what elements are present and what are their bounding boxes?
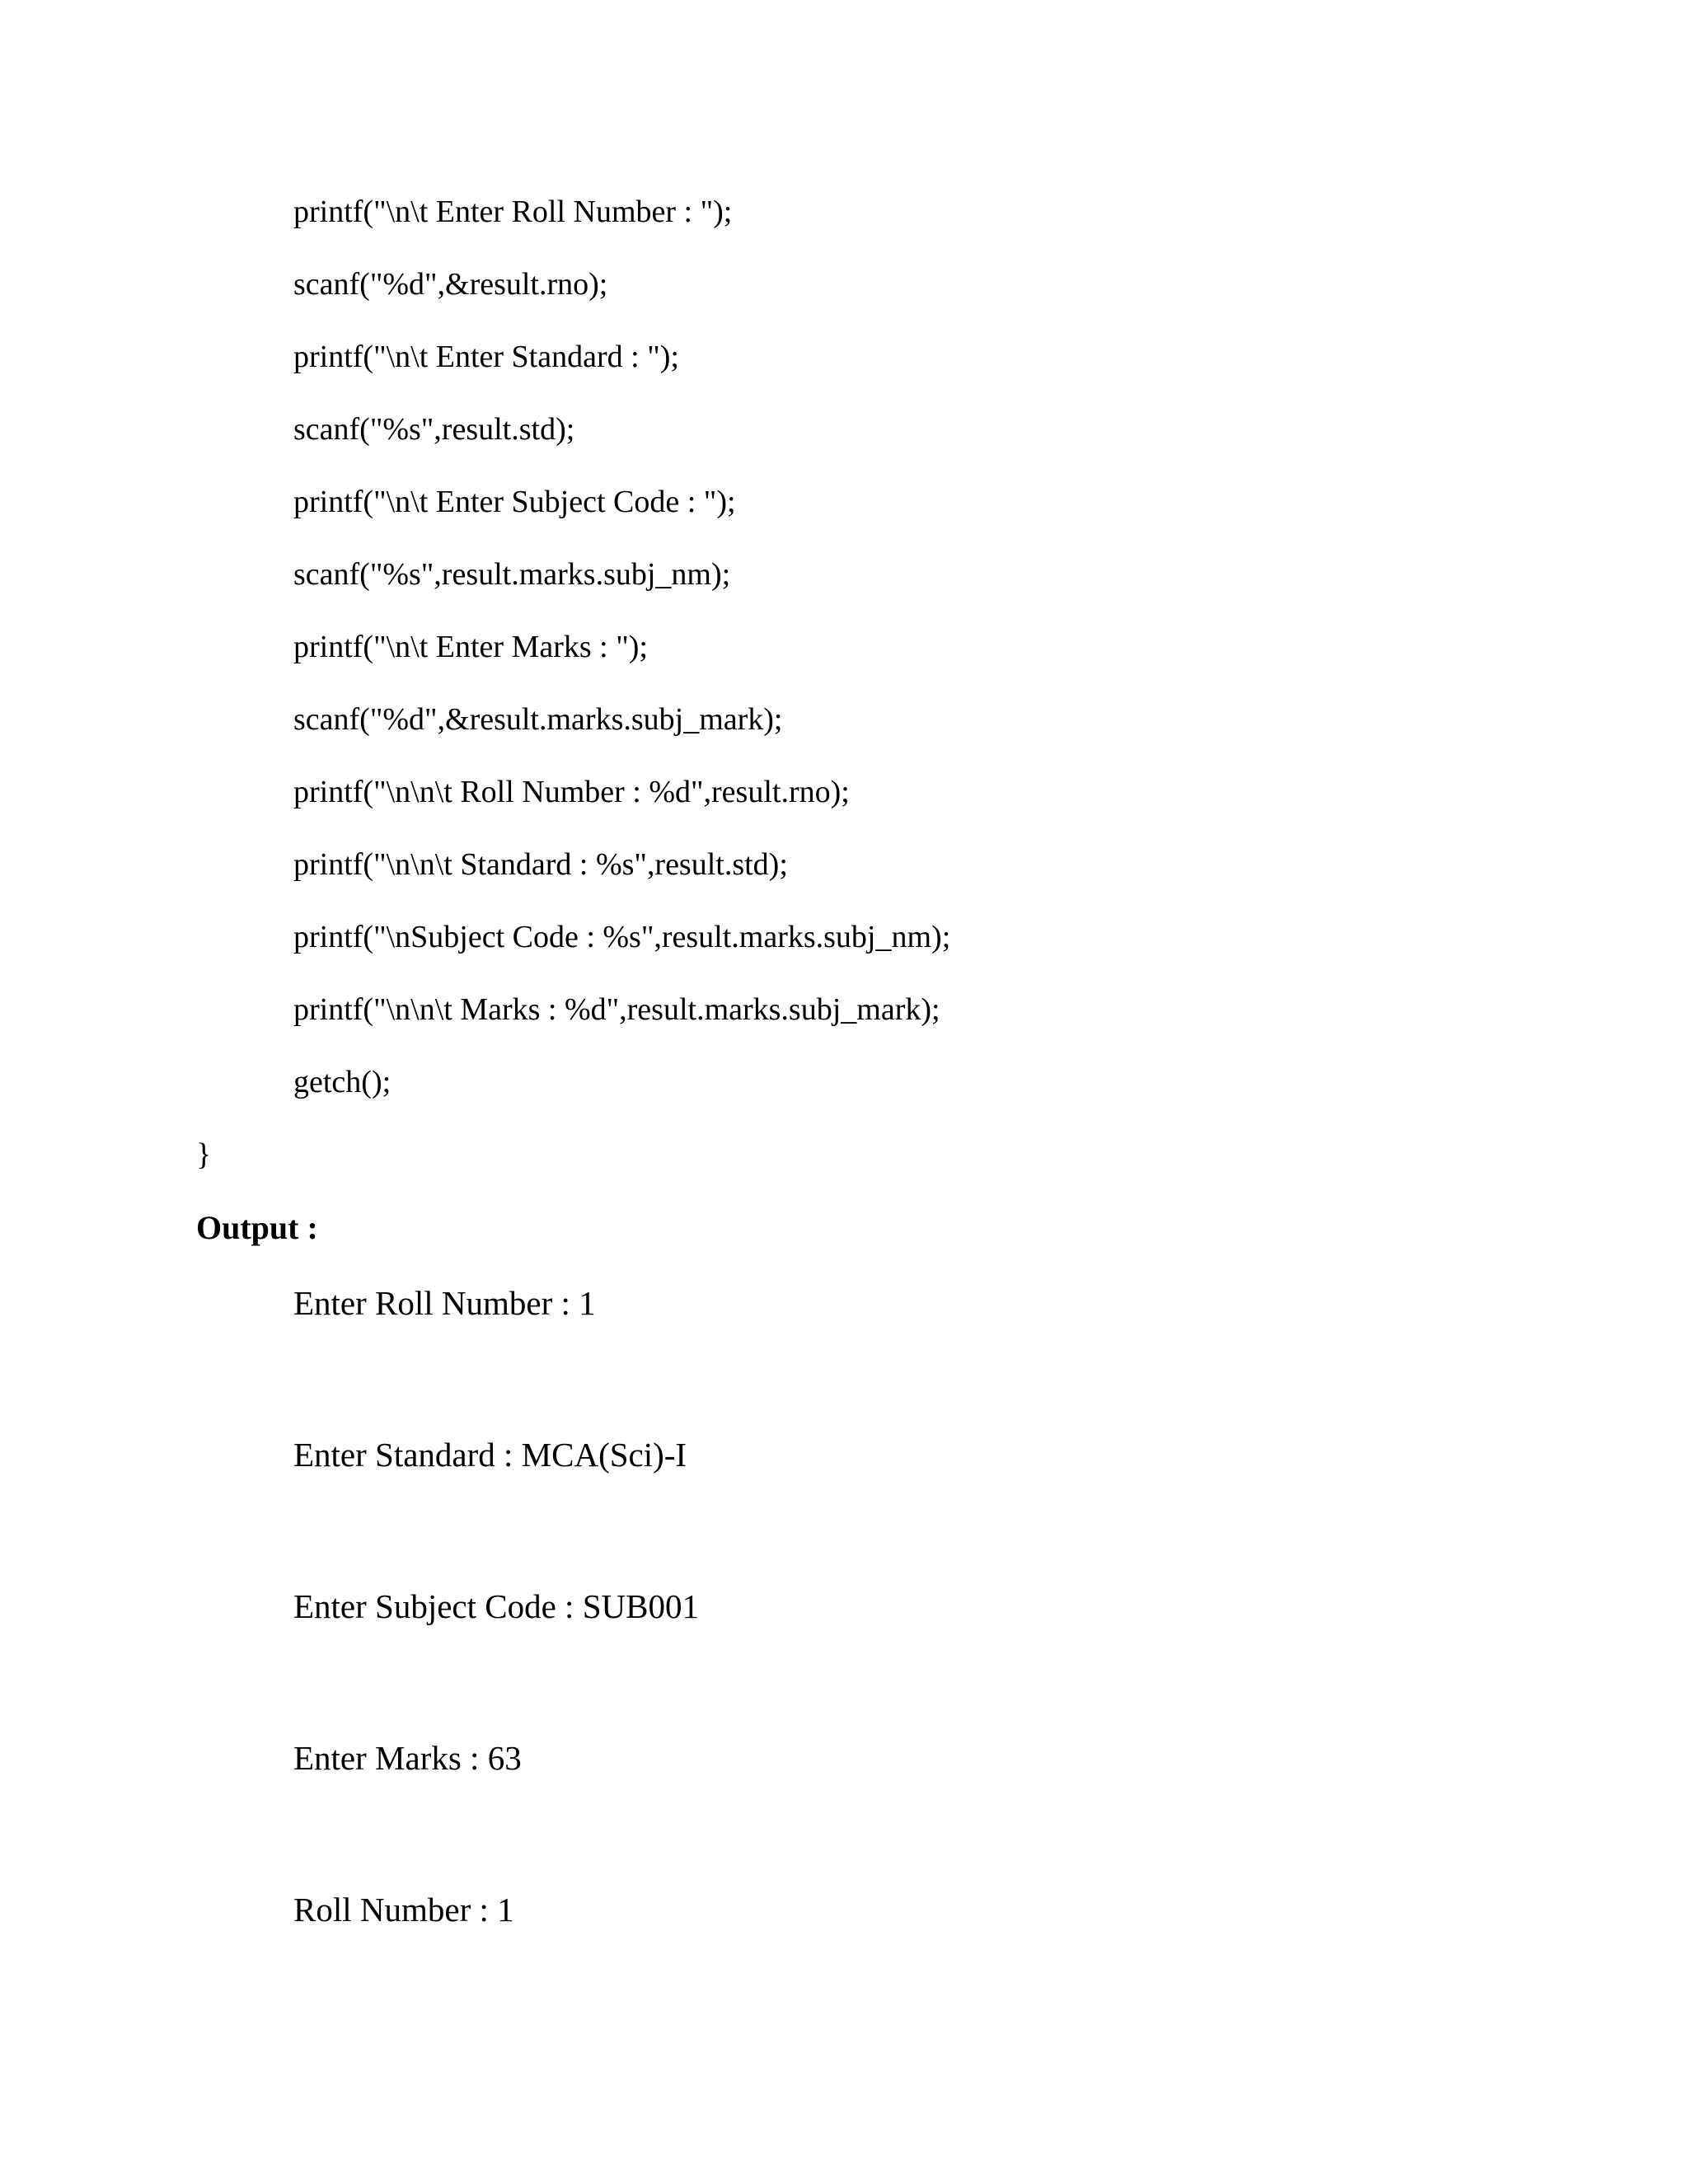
code-line: scanf("%d",&result.rno); [293,267,608,302]
output-line: Enter Roll Number : 1 [293,1284,596,1322]
closing-brace: } [196,1137,212,1172]
output-line: Enter Standard : MCA(Sci)-I [293,1436,687,1474]
output-line: Enter Subject Code : SUB001 [293,1587,699,1625]
code-line: scanf("%d",&result.marks.subj_mark); [293,702,783,737]
code-line: printf("\n\n\t Marks : %d",result.marks.subj_mark); [293,992,940,1027]
code-line: printf("\n\t Enter Marks : "); [293,630,648,664]
code-line: printf("\n\n\t Roll Number : %d",result.rno); [293,775,850,809]
code-line: printf("\n\n\t Standard : %s",result.std); [293,847,788,882]
output-line: Enter Marks : 63 [293,1739,522,1777]
code-line: printf("\n\t Enter Roll Number : "); [293,194,733,229]
code-line: printf("\n\t Enter Standard : "); [293,340,679,374]
output-heading: Output : [196,1209,318,1246]
code-line: printf("\n\t Enter Subject Code : "); [293,485,736,519]
output-line: Roll Number : 1 [293,1891,514,1929]
code-line: scanf("%s",result.std); [293,412,575,447]
code-line: printf("\nSubject Code : %s",result.marks.subj_nm); [293,920,951,954]
code-line: getch(); [293,1065,392,1099]
code-line: scanf("%s",result.marks.subj_nm); [293,557,731,592]
